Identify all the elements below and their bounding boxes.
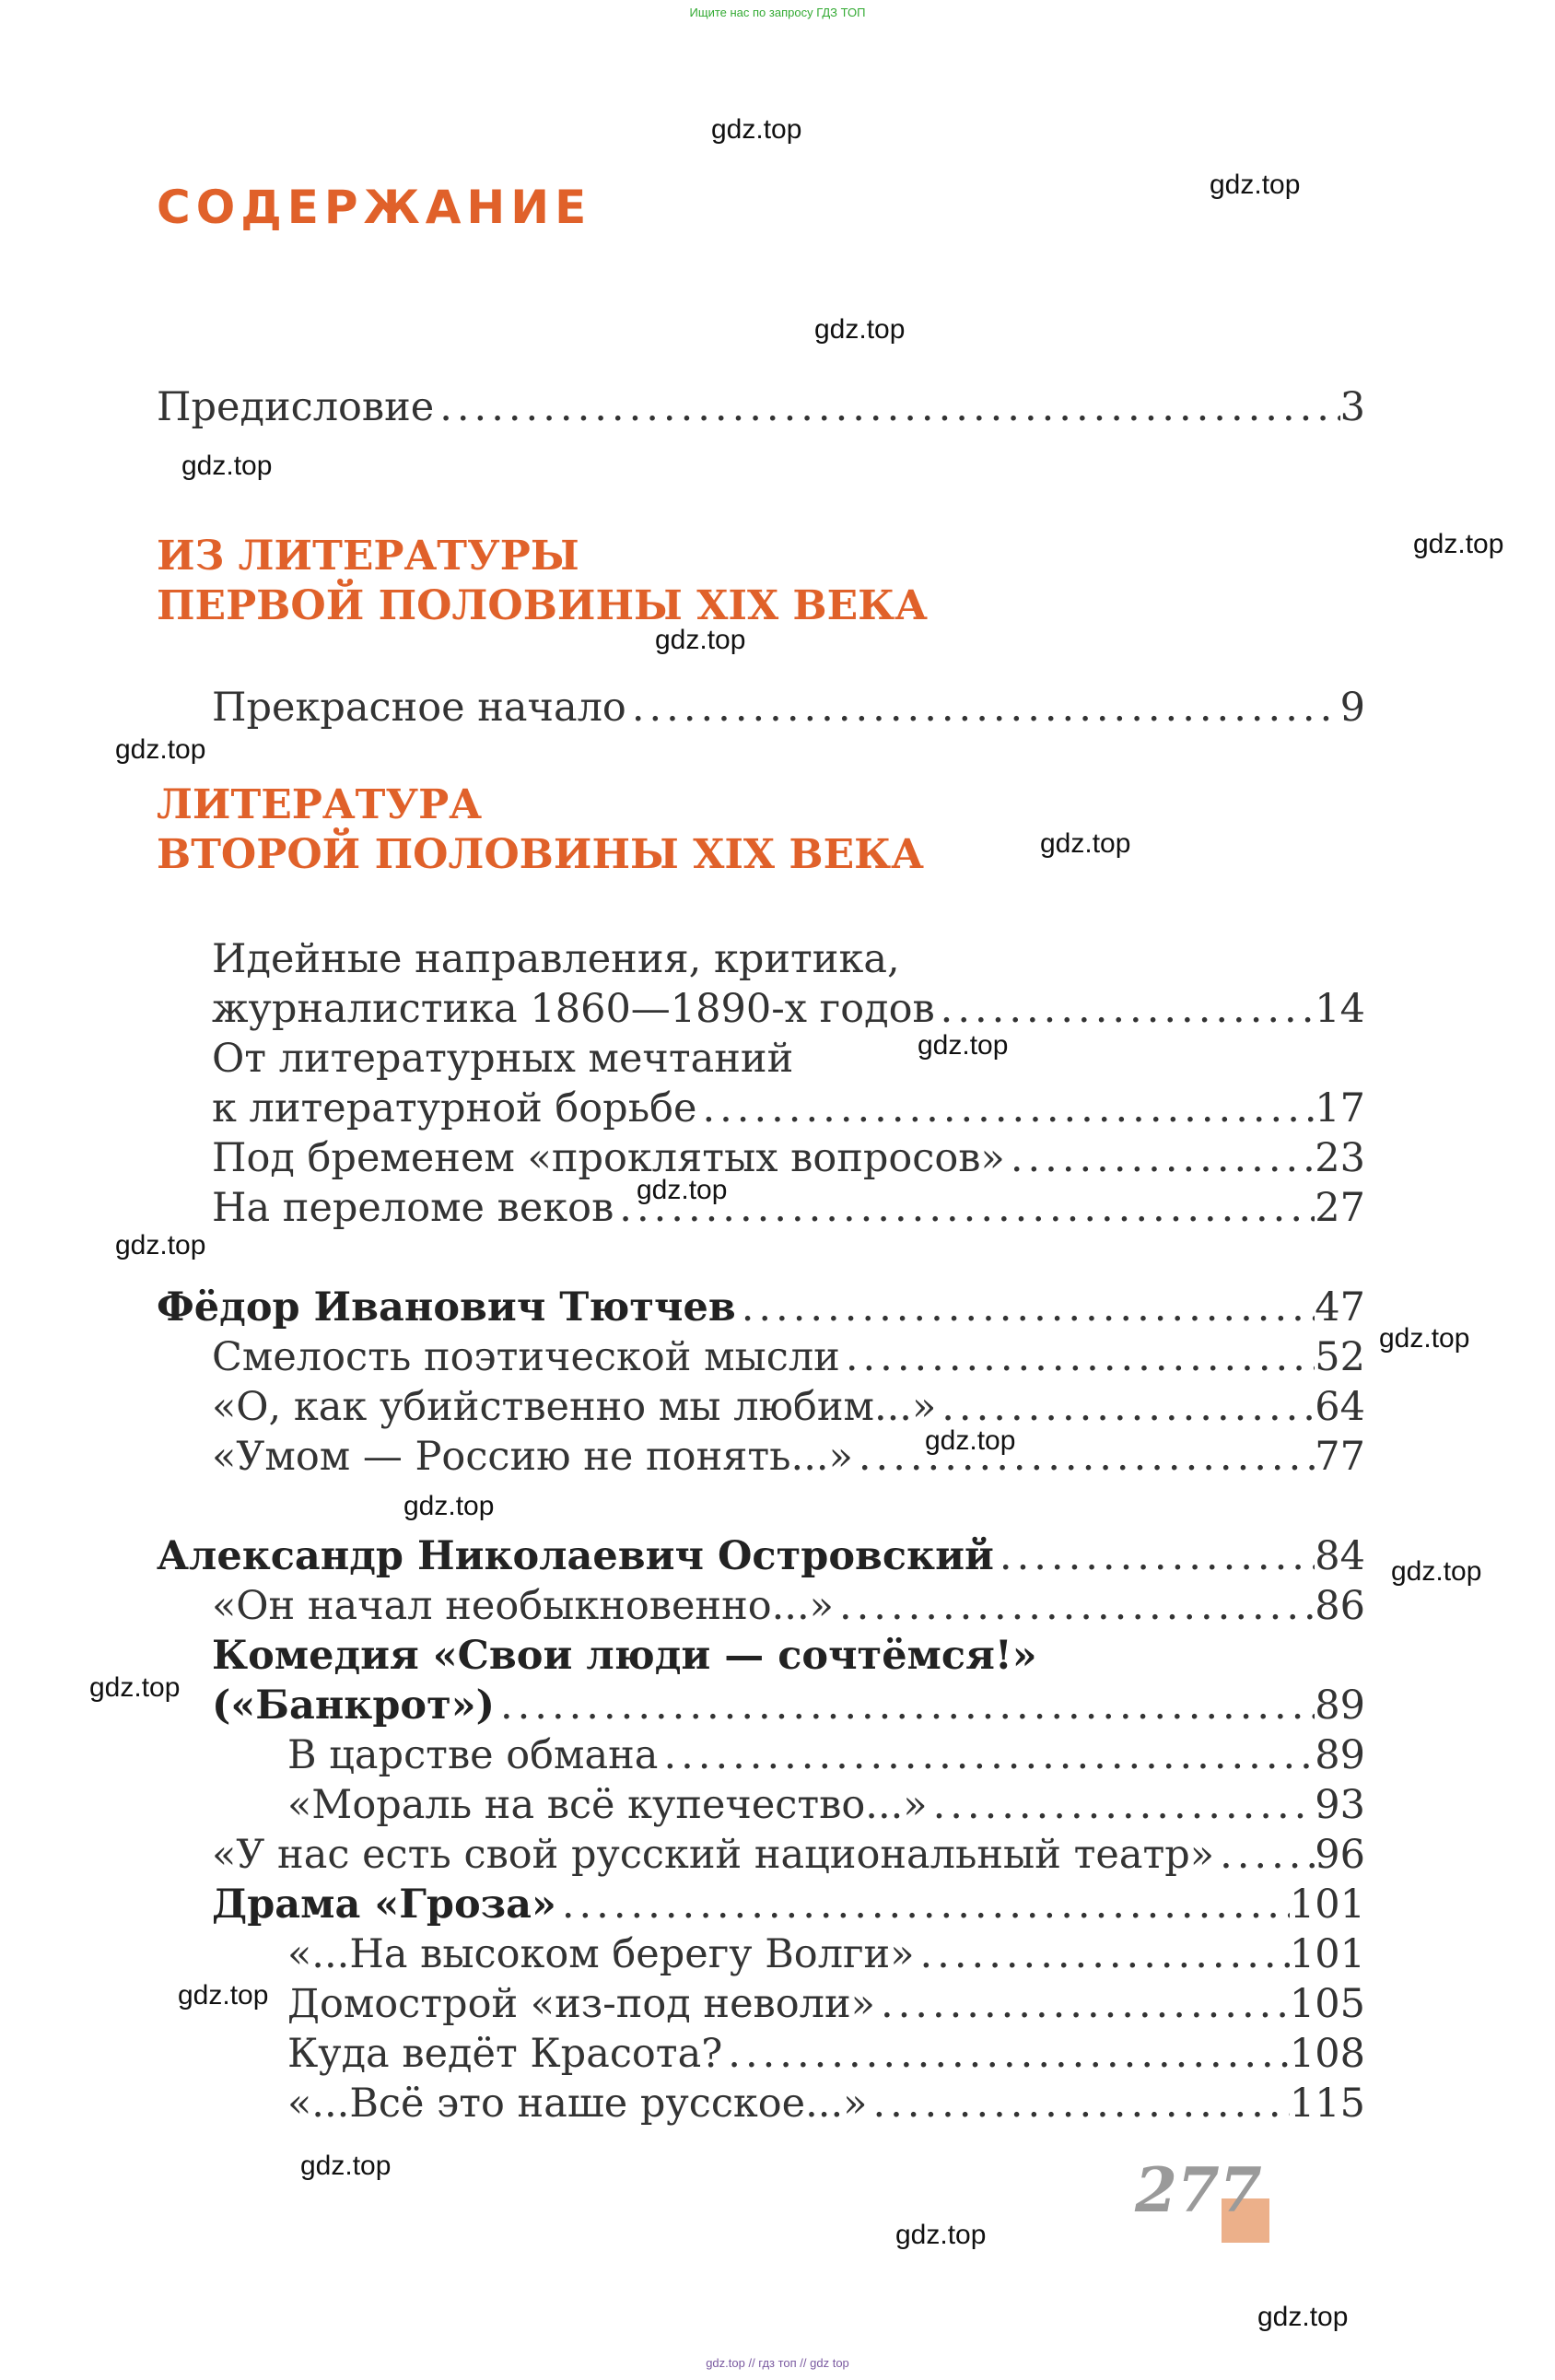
toc-entry-ideas bbox=[212, 984, 1365, 1034]
watermark: gdz.top bbox=[1391, 1556, 1482, 1587]
watermark: gdz.top bbox=[918, 1030, 1009, 1061]
toc-page-number: 77 bbox=[1315, 1434, 1365, 1480]
watermark: gdz.top bbox=[403, 1491, 495, 1521]
toc-entry-domostroy bbox=[287, 1979, 1365, 2029]
dot-leader bbox=[915, 1929, 1290, 1979]
toc-entry-label: Александр Николаевич Островский bbox=[157, 1533, 994, 1579]
toc-entry-national-theatre bbox=[212, 1830, 1365, 1880]
watermark: gdz.top bbox=[178, 1980, 269, 2011]
dot-leader bbox=[936, 1382, 1315, 1432]
watermark: gdz.top bbox=[181, 451, 273, 481]
toc-entry-turn-of-centuries bbox=[212, 1183, 1365, 1233]
dot-leader bbox=[556, 1880, 1290, 1929]
dot-leader bbox=[736, 1283, 1315, 1332]
toc-entry-label: «Умом — Россию не понять...» bbox=[212, 1434, 853, 1480]
toc-page-number: 3 bbox=[1339, 384, 1365, 430]
toc-entry-label: Под бременем «проклятых вопросов» bbox=[212, 1135, 1005, 1181]
watermark: gdz.top bbox=[895, 2220, 987, 2250]
section-heading-line: ВТОРОЙ ПОЛОВИНЫ XIX ВЕКА bbox=[157, 831, 924, 878]
toc-page-number: 23 bbox=[1315, 1135, 1365, 1181]
dot-leader bbox=[434, 382, 1339, 432]
dot-leader bbox=[935, 984, 1315, 1034]
toc-page-number: 14 bbox=[1315, 986, 1365, 1032]
toc-page-number: 47 bbox=[1315, 1284, 1365, 1331]
toc-entry-dreams bbox=[212, 1084, 1365, 1133]
watermark: gdz.top bbox=[637, 1175, 728, 1205]
toc-entry-label: Прекрасное начало bbox=[212, 685, 626, 731]
toc-page-number: 108 bbox=[1289, 2031, 1365, 2077]
toc-entry-label: Куда ведёт Красота? bbox=[287, 2031, 723, 2077]
toc-entry-ostrovsky bbox=[157, 1531, 1365, 1581]
top-banner-link[interactable]: Ищите нас по запросу ГДЗ ТОП bbox=[689, 6, 866, 19]
section-heading-line: ЛИТЕРАТУРА bbox=[157, 781, 483, 828]
toc-page-number: 115 bbox=[1289, 2081, 1365, 2127]
dot-leader bbox=[875, 1979, 1290, 2029]
dot-leader bbox=[853, 1432, 1315, 1482]
toc-page-number: 101 bbox=[1289, 1882, 1365, 1928]
toc-page-number: 101 bbox=[1289, 1931, 1365, 1977]
toc-page-number: 105 bbox=[1289, 1981, 1365, 2027]
toc-entry-label: Фёдор Иванович Тютчев bbox=[157, 1284, 736, 1331]
watermark: gdz.top bbox=[1210, 170, 1301, 200]
dot-leader bbox=[1214, 1830, 1315, 1880]
page-number: 277 bbox=[1135, 2154, 1262, 2226]
dot-leader bbox=[658, 1730, 1315, 1780]
toc-entry-comedy-line1: Комедия «Свои люди — сочтёмся!» bbox=[212, 1633, 1037, 1679]
dot-leader bbox=[696, 1084, 1315, 1133]
toc-page-number: 64 bbox=[1315, 1384, 1365, 1430]
page-title: СОДЕРЖАНИЕ bbox=[157, 181, 592, 234]
toc-entry-dreams-line1: От литературных мечтаний bbox=[212, 1036, 794, 1082]
toc-entry-drama-storm bbox=[212, 1880, 1365, 1929]
bottom-banner-link[interactable]: gdz.top // гдз топ // gdz top bbox=[706, 2356, 849, 2370]
watermark: gdz.top bbox=[115, 734, 206, 765]
toc-page-number: 27 bbox=[1315, 1185, 1365, 1231]
toc-entry-label: к литературной борьбе bbox=[212, 1085, 697, 1131]
dot-leader bbox=[495, 1681, 1315, 1730]
toc-entry-ideas-line1: Идейные направления, критика, bbox=[212, 936, 900, 982]
toc-entry-label: Домострой «из-под неволи» bbox=[287, 1981, 875, 2027]
section-heading-line: ПЕРВОЙ ПОЛОВИНЫ XIX ВЕКА bbox=[157, 582, 928, 629]
toc-entry-label: Предисловие bbox=[157, 384, 435, 430]
toc-entry-label: «...На высоком берегу Волги» bbox=[287, 1931, 915, 1977]
toc-page-number: 84 bbox=[1315, 1533, 1365, 1579]
toc-page-number: 96 bbox=[1315, 1832, 1365, 1878]
toc-entry-began-unusually bbox=[212, 1581, 1365, 1631]
dot-leader bbox=[1005, 1133, 1315, 1183]
section-heading-line: ИЗ ЛИТЕРАТУРЫ bbox=[157, 533, 579, 580]
toc-entry-beautiful-start bbox=[212, 683, 1365, 733]
toc-entry-merchant-moral bbox=[287, 1780, 1365, 1830]
dot-leader bbox=[994, 1531, 1315, 1581]
toc-entry-kingdom-deceit bbox=[287, 1730, 1365, 1780]
watermark: gdz.top bbox=[1413, 529, 1504, 559]
toc-page-number: 89 bbox=[1315, 1682, 1365, 1729]
watermark: gdz.top bbox=[711, 114, 802, 145]
dot-leader bbox=[722, 2029, 1290, 2079]
toc-page-number: 17 bbox=[1315, 1085, 1365, 1131]
watermark: gdz.top bbox=[89, 1672, 181, 1703]
watermark: gdz.top bbox=[1040, 828, 1131, 859]
toc-entry-volga-bank bbox=[287, 1929, 1365, 1979]
toc-page-number: 52 bbox=[1315, 1334, 1365, 1380]
toc-page-number: 89 bbox=[1315, 1732, 1365, 1778]
watermark: gdz.top bbox=[1379, 1323, 1470, 1354]
watermark: gdz.top bbox=[115, 1230, 206, 1260]
toc-entry-label: («Банкрот») bbox=[212, 1682, 495, 1729]
section-heading-first-half bbox=[157, 532, 928, 631]
toc-entry-label: Драма «Гроза» bbox=[212, 1882, 556, 1928]
toc-entry-preface bbox=[157, 382, 1365, 432]
toc-entry-label: журналистика 1860—1890-х годов bbox=[212, 986, 935, 1032]
toc-page-number: 86 bbox=[1315, 1583, 1365, 1629]
toc-entry-label: «О, как убийственно мы любим...» bbox=[212, 1384, 937, 1430]
toc-entry-comedy bbox=[212, 1681, 1365, 1730]
toc-entry-label: В царстве обмана bbox=[287, 1732, 659, 1778]
toc-entry-cursed-questions bbox=[212, 1133, 1365, 1183]
toc-entry-label: «У нас есть свой русский национальный театр» bbox=[212, 1832, 1215, 1878]
watermark: gdz.top bbox=[300, 2151, 392, 2181]
toc-entry-where-beauty bbox=[287, 2029, 1365, 2079]
dot-leader bbox=[840, 1332, 1315, 1382]
section-heading-second-half bbox=[157, 780, 924, 880]
dot-leader bbox=[834, 1581, 1315, 1631]
toc-entry-label: На переломе веков bbox=[212, 1185, 614, 1231]
toc-page-number: 93 bbox=[1315, 1782, 1365, 1828]
toc-page-number: 9 bbox=[1339, 685, 1365, 731]
toc-entry-label: «Он начал необыкновенно...» bbox=[212, 1583, 834, 1629]
watermark: gdz.top bbox=[814, 314, 906, 345]
dot-leader bbox=[867, 2079, 1289, 2128]
dot-leader bbox=[928, 1780, 1315, 1830]
toc-entry-russia-mind bbox=[212, 1432, 1365, 1482]
toc-entry-poetic-courage bbox=[212, 1332, 1365, 1382]
toc-entry-murderous-love bbox=[212, 1382, 1365, 1432]
toc-entry-label: Смелость поэтической мысли bbox=[212, 1334, 840, 1380]
watermark: gdz.top bbox=[1257, 2302, 1349, 2332]
dot-leader bbox=[626, 683, 1340, 733]
watermark: gdz.top bbox=[925, 1425, 1016, 1456]
toc-entry-label: «...Всё это наше русское...» bbox=[287, 2081, 868, 2127]
toc-entry-label: «Мораль на всё купечество...» bbox=[287, 1782, 928, 1828]
watermark: gdz.top bbox=[655, 625, 746, 655]
toc-entry-all-russian bbox=[287, 2079, 1365, 2128]
toc-entry-tyutchev bbox=[157, 1283, 1365, 1332]
